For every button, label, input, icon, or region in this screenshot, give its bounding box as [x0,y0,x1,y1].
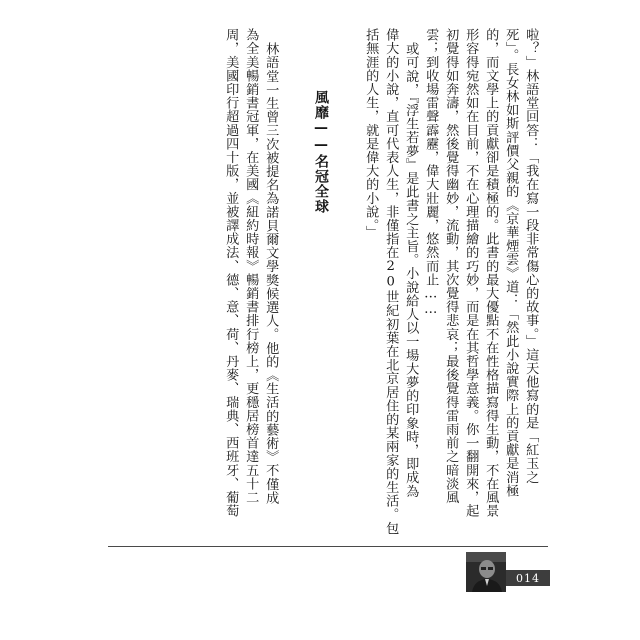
page-number-bar [506,570,550,586]
text-column: 林語堂一生曾三次被提名為諾貝爾文學獎候選人。他的《生活的藝術》不僅成 [263,42,279,505]
footer-rule [108,546,548,547]
text-column: 初覺得如奔濤，然後覺得幽妙，流動，其次覺得悲哀；最後覺得雷雨前之暗淡風 [443,28,459,504]
text-column: 或可說，『浮生若夢』是此書之主旨。小說給人以一場大夢的印象時，即成為 [403,42,419,498]
text-column: 形容得宛然如在目前，不在心理描繪的巧妙，而是在其哲學意義。你一翻開來，起 [463,28,479,518]
text-column: 括無涯的人生，就是偉大的小說。」 [363,28,379,239]
text-column: 雲；到收場雷聲霹靂，偉大壯麗，悠然而止…… [423,28,439,318]
author-portrait-image [466,552,506,592]
text-column: 的，而文學上的貢獻卻是積極的。此書的最大優點不在性格描寫得生動，不在風景 [483,28,499,518]
section-heading: 風靡——名冠全球 [313,90,329,214]
page-number: 014 [516,571,540,585]
text-column: 死」。長女林如斯評價父親的《京華煙雲》道：「然此小說實際上的貢獻是消極 [503,28,519,498]
text-column: 啦？」林語堂回答：「我在寫一段非常傷心的故事。」這天他寫的是「紅玉之 [523,28,539,484]
body-text [100,28,540,535]
text-column: 偉大的小說，直可代表人生，非僅指在20世紀初葉在北京居住的某兩家的生活。包 [383,28,399,535]
text-column: 周，美國印行超過四十版，並被譯成法、德、意、荷、丹麥、瑞典、西班牙、葡萄 [223,28,239,518]
text-column: 為全美暢銷書冠軍，在美國《紐約時報》暢銷書排行榜上，更穩居榜首達五十二 [243,28,259,504]
